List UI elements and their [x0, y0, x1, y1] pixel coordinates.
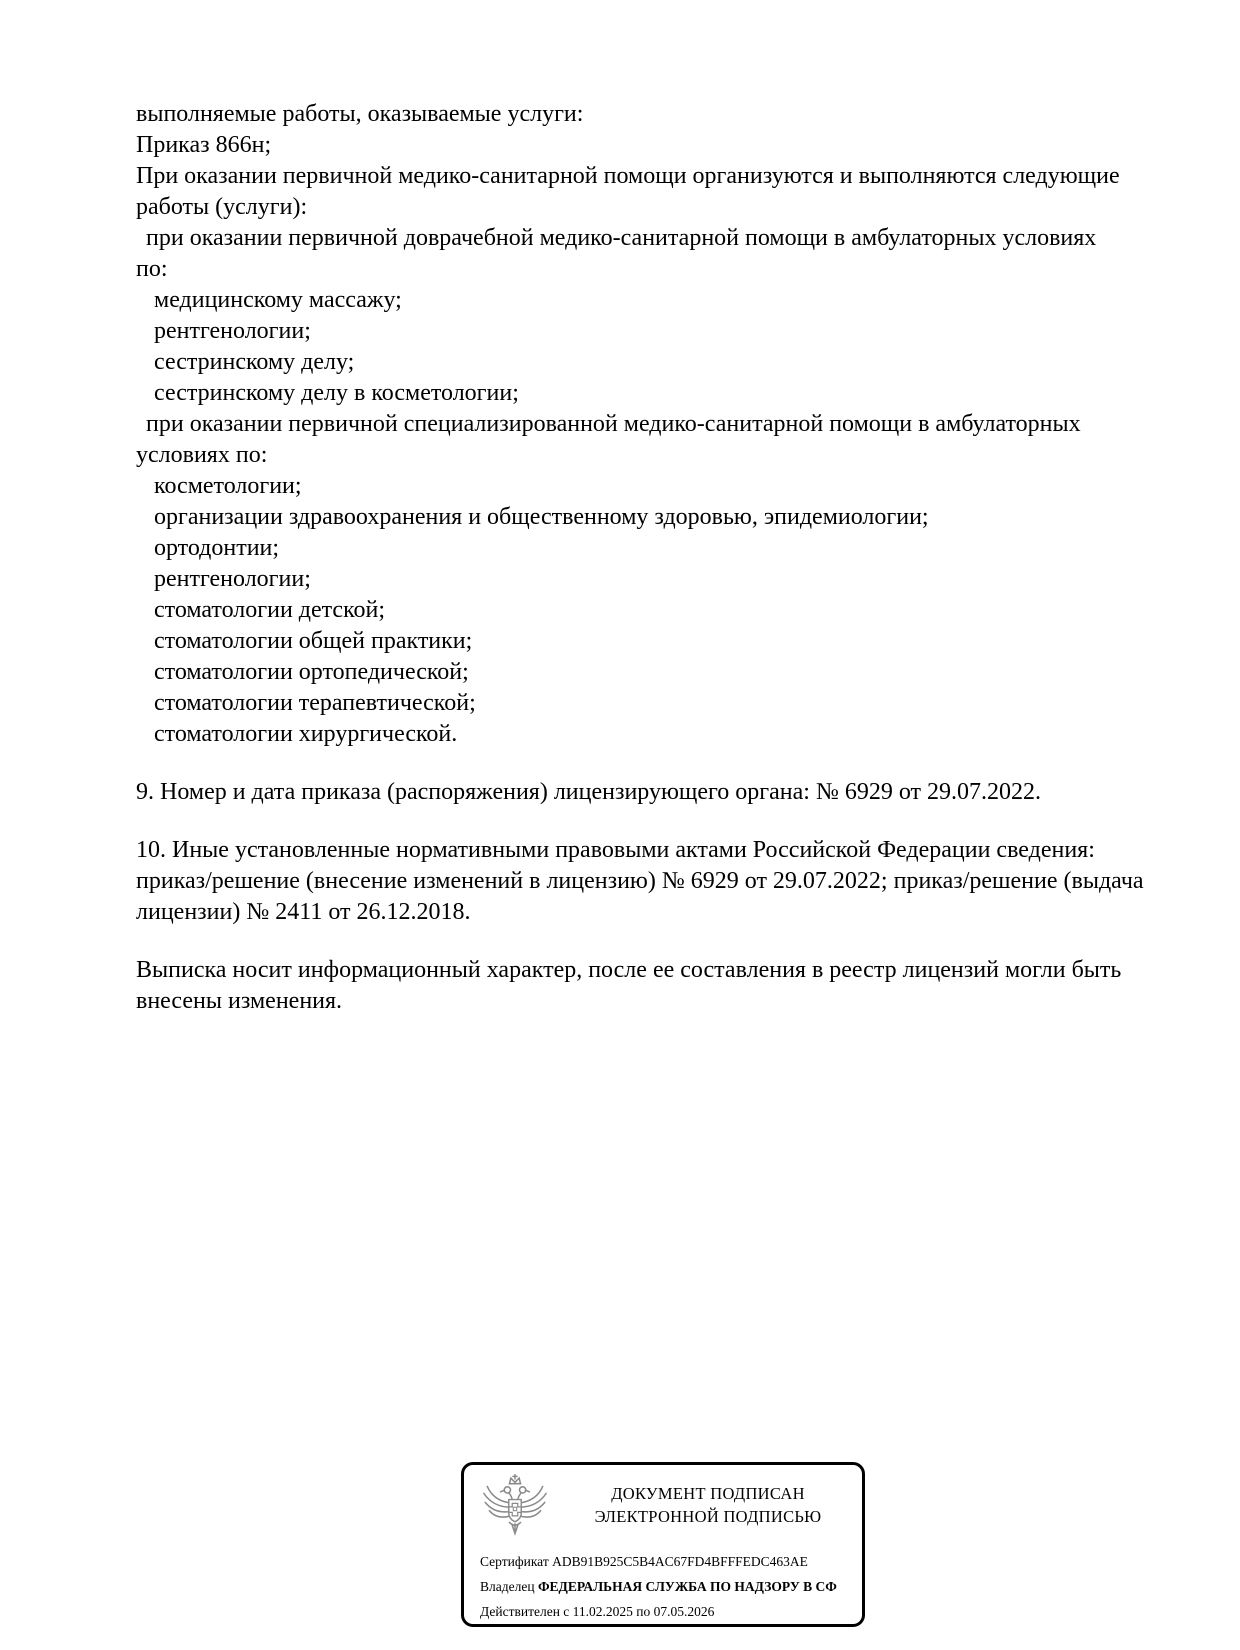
service-item: стоматологии хирургической.	[154, 721, 458, 747]
service-item: косметологии;	[154, 473, 302, 499]
electronic-signature-stamp	[461, 1462, 865, 1627]
validity-line: Действителен с 11.02.2025 по 07.05.2026	[480, 1604, 715, 1619]
intro-line: При оказании первичной медико-санитарной помощи организуются и выполняются следующие	[136, 163, 1120, 189]
service-item: медицинскому массажу;	[154, 287, 402, 313]
service-item: стоматологии ортопедической;	[154, 659, 469, 685]
pre-doctor-heading-line: по:	[136, 256, 168, 282]
certificate-label: Сертификат	[480, 1554, 549, 1569]
owner-value: ФЕДЕРАЛЬНАЯ СЛУЖБА ПО НАДЗОРУ В СФ	[537, 1579, 837, 1594]
stamp-title	[560, 1482, 856, 1528]
service-item: рентгенологии;	[154, 318, 311, 344]
note-line: внесены изменения.	[136, 988, 343, 1014]
service-item: сестринскому делу;	[154, 349, 355, 375]
service-item: стоматологии детской;	[154, 597, 386, 623]
stamp-title-line1: ДОКУМЕНТ ПОДПИСАН	[611, 1484, 805, 1503]
license-extract-text	[136, 99, 1228, 1017]
stamp-info	[480, 1549, 860, 1624]
owner-label: Владелец	[480, 1579, 535, 1594]
service-item: стоматологии общей практики;	[154, 628, 473, 654]
clause10-line: приказ/решение (внесение изменений в лицензию) № 6929 от 29.07.2022; приказ/решение (выдача	[136, 868, 1144, 894]
clause10-line: лицензии) № 2411 от 26.12.2018.	[136, 899, 471, 925]
pre-doctor-heading-line: при оказании первичной доврачебной медико-санитарной помощи в амбулаторных условиях	[146, 225, 1097, 251]
specialized-heading-line: условиях по:	[136, 442, 268, 468]
service-item: рентгенологии;	[154, 566, 311, 592]
service-item: стоматологии терапевтической;	[154, 690, 476, 716]
clause9-line: 9. Номер и дата приказа (распоряжения) лицензирующего органа: № 6929 от 29.07.2022.	[136, 779, 1042, 805]
note-line: Выписка носит информационный характер, после ее составления в реестр лицензий могли быть	[136, 957, 1122, 983]
service-item: ортодонтии;	[154, 535, 280, 561]
clause10-line: 10. Иные установленные нормативными правовыми актами Российской Федерации сведения:	[136, 837, 1095, 863]
intro-line: работы (услуги):	[136, 194, 308, 220]
intro-line: выполняемые работы, оказываемые услуги:	[136, 101, 584, 127]
owner-line	[480, 1574, 860, 1599]
roszdravnadzor-eagle-icon	[480, 1474, 550, 1546]
certificate-value: ADB91B925C5B4AC67FD4BFFFEDC463AE	[552, 1554, 808, 1569]
certificate-line	[480, 1549, 860, 1574]
specialized-heading-line: при оказании первичной специализированной медико-санитарной помощи в амбулаторных	[146, 411, 1081, 437]
service-item: организации здравоохранения и общественному здоровью, эпидемиологии;	[154, 504, 929, 530]
stamp-title-line2: ЭЛЕКТРОННОЙ ПОДПИСЬЮ	[594, 1507, 822, 1526]
service-item: сестринскому делу в косметологии;	[154, 380, 519, 406]
intro-line: Приказ 866н;	[136, 132, 272, 158]
